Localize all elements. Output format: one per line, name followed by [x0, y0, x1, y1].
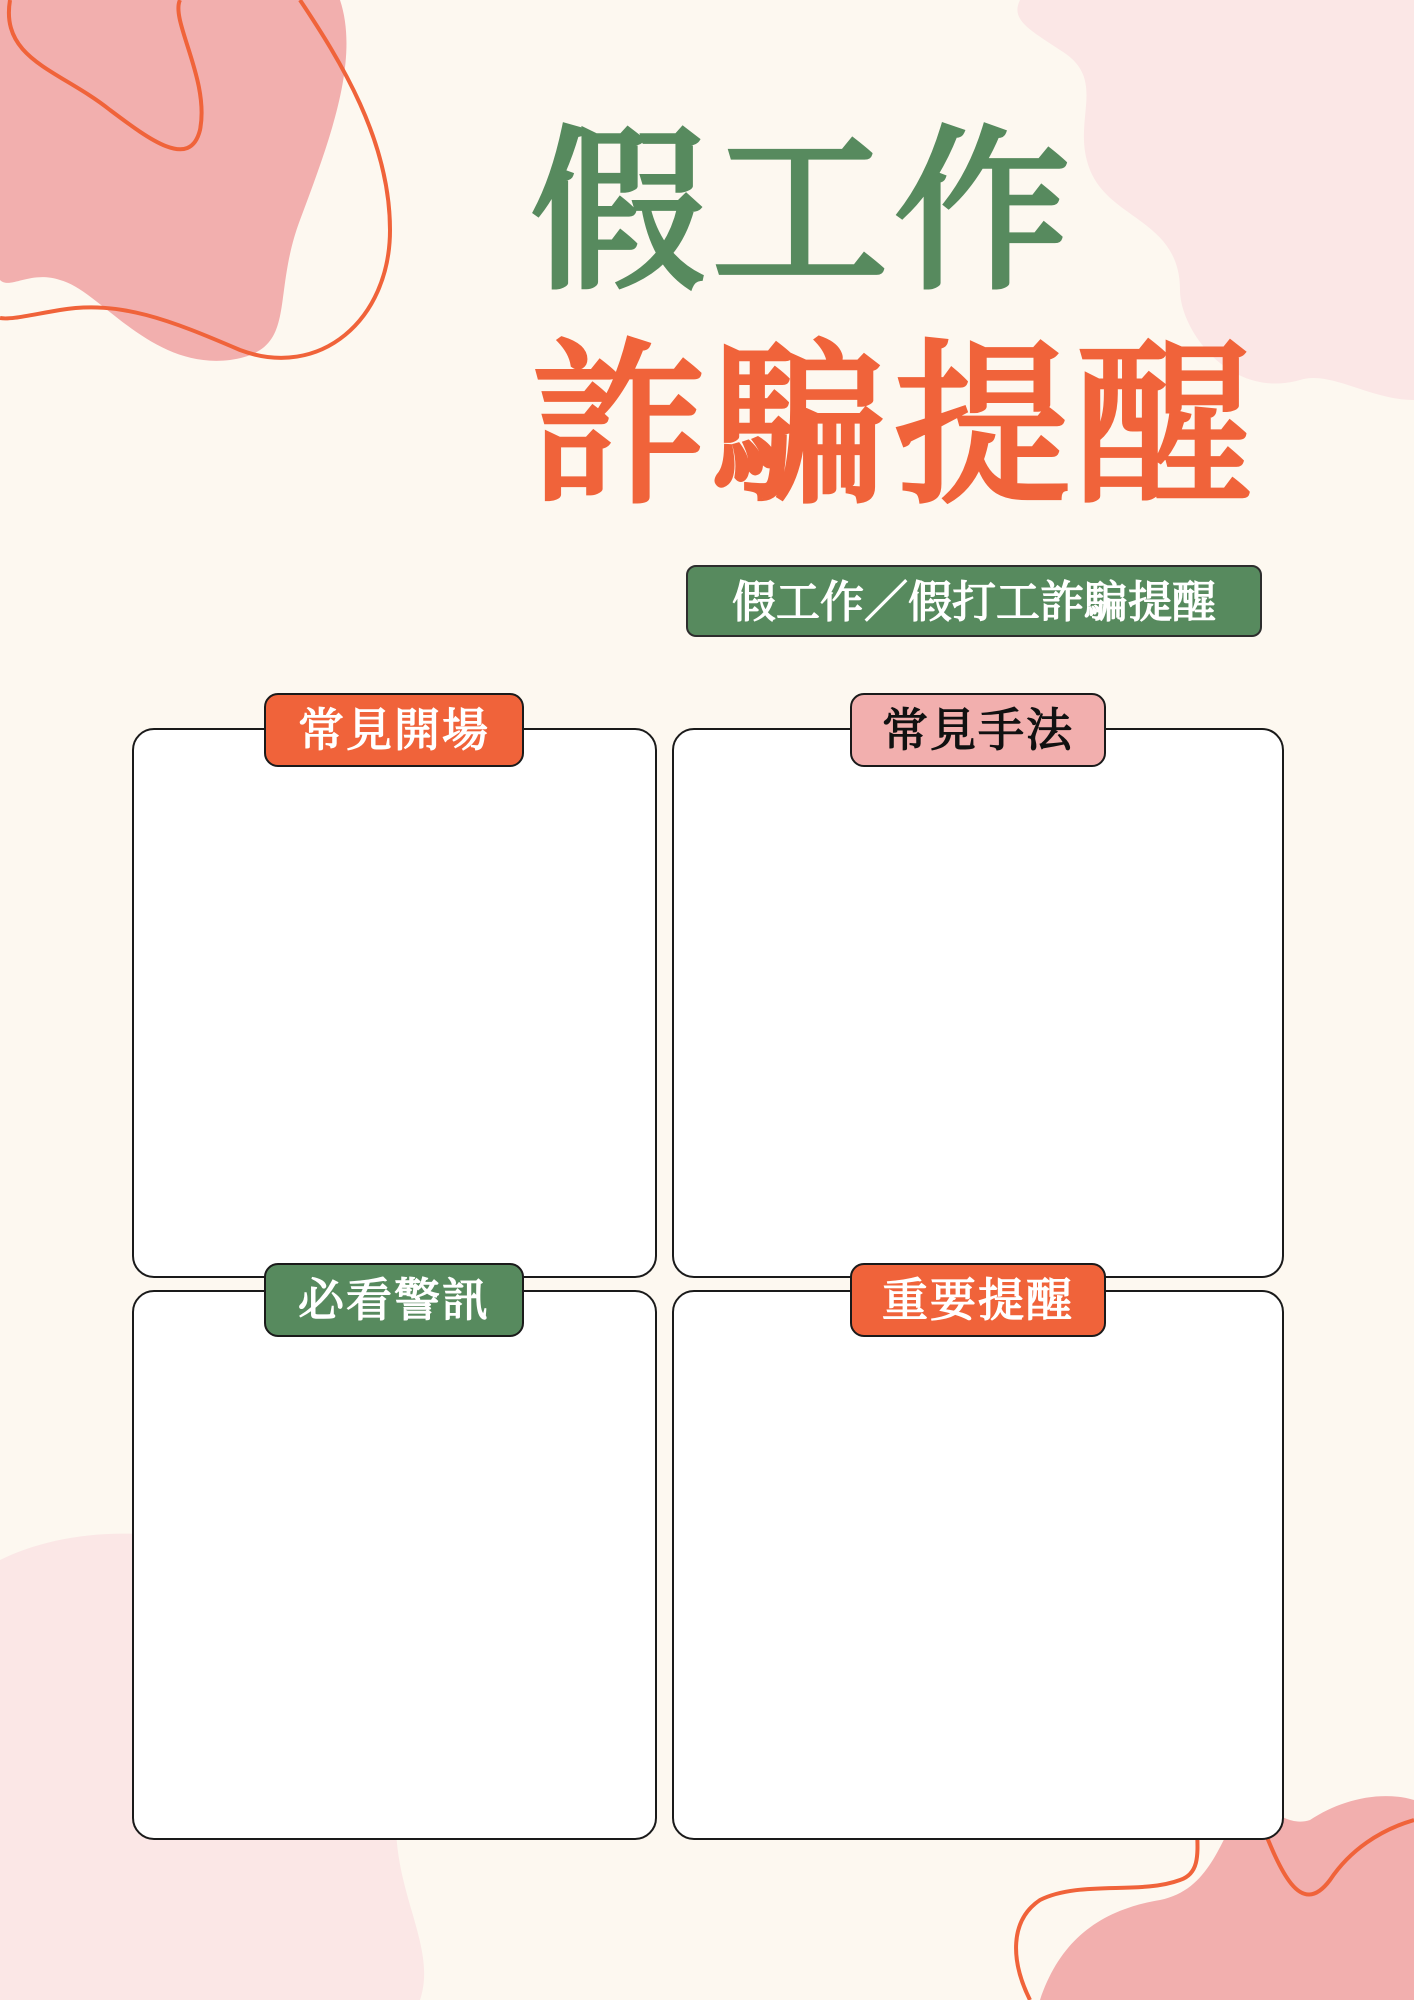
methods-tag: 常見手法 [850, 693, 1106, 767]
title-line-1: 假工作 [530, 110, 1077, 315]
openings-tag: 常見開場 [264, 693, 524, 767]
warnings-tag: 必看警訊 [264, 1263, 524, 1337]
reminder-card [672, 1290, 1284, 1840]
warnings-card [132, 1290, 657, 1840]
methods-card [672, 728, 1284, 1278]
openings-card [132, 728, 657, 1278]
reminder-tag: 重要提醒 [850, 1263, 1106, 1337]
subtitle-tag: 假工作／假打工詐騙提醒 [686, 565, 1262, 637]
title-line-2: 詐騙提醒 [530, 324, 1259, 529]
top-left-blob [0, 0, 346, 361]
